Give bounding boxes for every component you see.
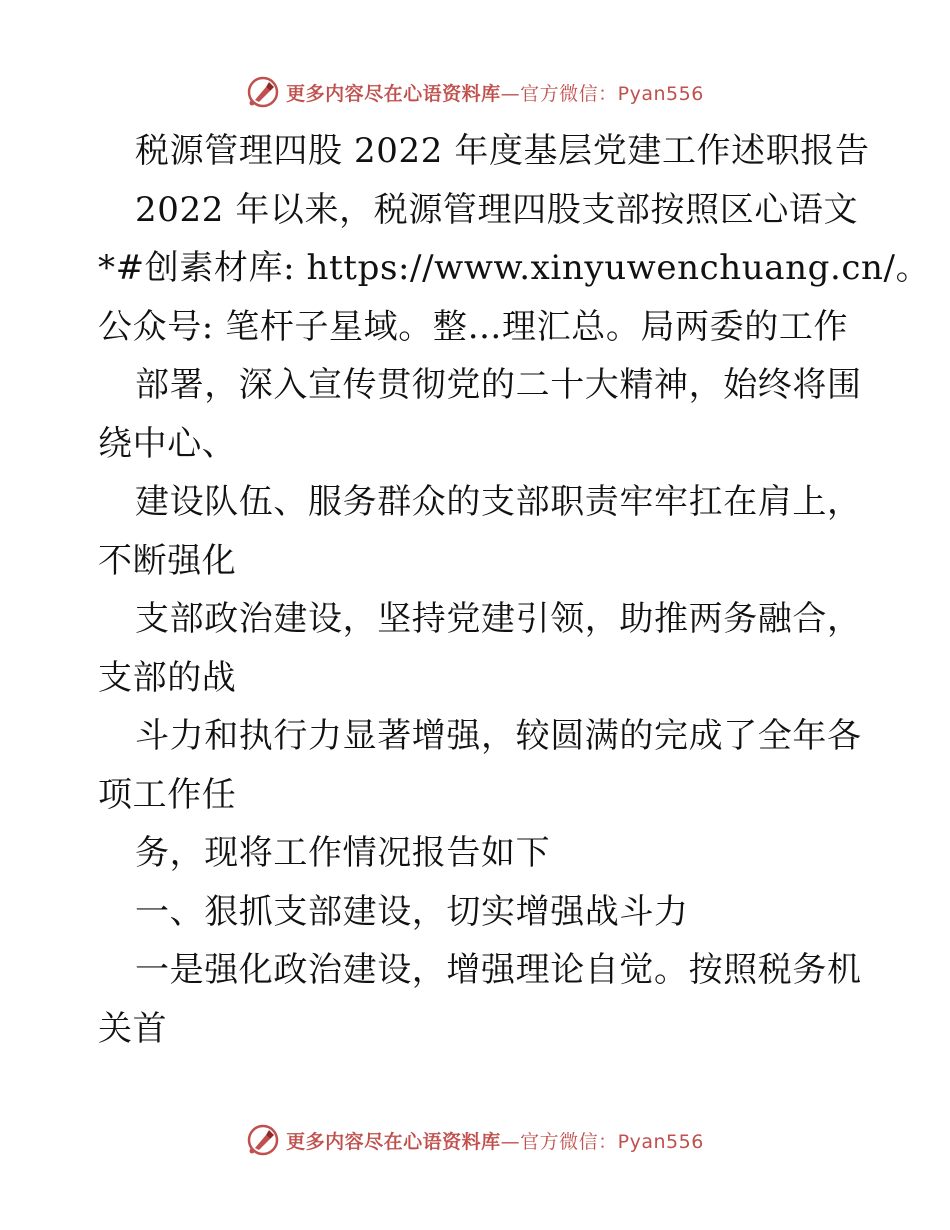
- watermark-header: [0, 72, 950, 112]
- text-line: 务，现将工作情况报告如下: [135, 833, 551, 873]
- text-line: 一、狠抓支部建设，切实增强战斗力: [135, 891, 689, 932]
- watermark-footer-content: [246, 1123, 704, 1157]
- watermark-brand: 更多内容尽在心语资料库: [286, 82, 501, 105]
- watermark-header-text: [286, 79, 704, 106]
- text-line: 关首: [98, 1008, 168, 1049]
- text-line: 项工作任: [98, 774, 237, 815]
- watermark-header-content: [246, 75, 704, 109]
- text-line: 2022 年以来，税源管理四股支部按照区心语文: [135, 189, 859, 230]
- watermark-separator: —: [500, 82, 521, 105]
- text-line: 斗力和执行力显著增强，较圆满的完成了全年各: [135, 716, 862, 756]
- document-body: [98, 122, 931, 1058]
- pen-nib-logo-icon: [246, 1123, 280, 1157]
- text-line: 绕中心、: [98, 423, 237, 464]
- text-line: 一是强化政治建设，增强理论自觉。按照税务机: [135, 950, 862, 990]
- watermark-contact: 官方微信：Pyan556: [520, 1130, 704, 1153]
- text-line: *#创素材库: https://www.xinyuwenchuang.cn/。: [98, 248, 931, 288]
- text-line: 建设队伍、服务群众的支部职责牢牢扛在肩上，: [135, 482, 862, 522]
- pen-nib-logo-icon: [246, 75, 280, 109]
- text-line: 不断强化: [98, 540, 237, 581]
- watermark-footer: [0, 1120, 950, 1160]
- text-line: 支部的战: [98, 657, 237, 698]
- watermark-separator: —: [500, 1130, 521, 1153]
- watermark-footer-text: [286, 1127, 704, 1154]
- text-line: 公众号: 笔杆子星域。整…理汇总。局两委的工作: [98, 306, 849, 347]
- watermark-contact: 官方微信：Pyan556: [520, 82, 704, 105]
- watermark-brand: 更多内容尽在心语资料库: [286, 1130, 501, 1153]
- text-line: 税源管理四股 2022 年度基层党建工作述职报告: [135, 131, 870, 171]
- text-line: 支部政治建设，坚持党建引领，助推两务融合，: [135, 599, 862, 639]
- text-line: 部署，深入宣传贯彻党的二十大精神，始终将围: [135, 365, 862, 405]
